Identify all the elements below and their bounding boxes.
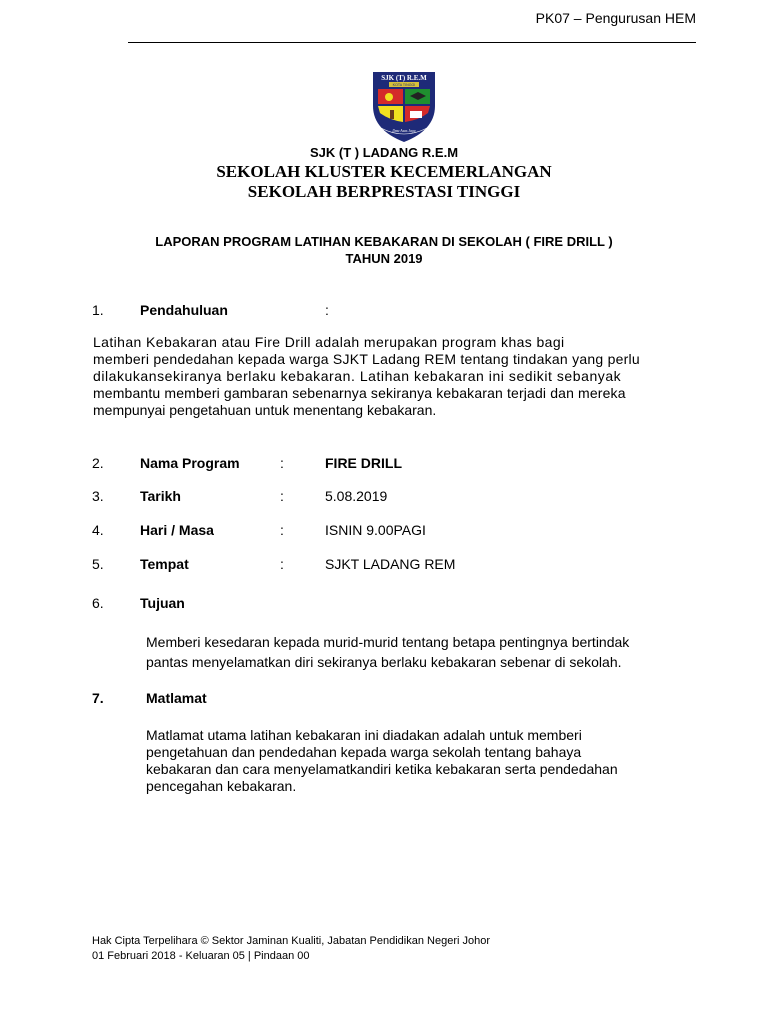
- section-4-number: 4.: [92, 522, 104, 538]
- section-1-colon: :: [325, 302, 329, 318]
- section-7-number: 7.: [92, 690, 104, 706]
- venue-value: SJKT LADANG REM: [325, 556, 456, 572]
- section-3-number: 3.: [92, 488, 104, 504]
- section-2-number: 2.: [92, 455, 104, 471]
- footer-issue-info: 01 Februari 2018 - Keluaran 05 | Pindaan 00: [92, 950, 310, 962]
- section-5-colon: :: [280, 556, 284, 572]
- matlamat-line: pencegahan kebakaran.: [146, 778, 297, 794]
- intro-paragraph: [93, 334, 713, 419]
- crest-sub-text: KOTA TINGGI: [392, 83, 416, 87]
- intro-line: mempunyai pengetahuan untuk menentang kebakaran.: [93, 402, 437, 418]
- date-value: 5.08.2019: [325, 488, 388, 504]
- school-crest-logo: [365, 66, 443, 144]
- matlamat-paragraph: [146, 727, 706, 795]
- document-code: PK07 – Pengurusan HEM: [535, 10, 696, 26]
- crest-motto: Ilmu Asas Jaya: [392, 129, 416, 133]
- intro-line: dilakukansekiranya berlaku kebakaran. Latihan kebakaran ini sedikit sebanyak: [93, 368, 622, 384]
- tujuan-line: pantas menyelamatkan diri sekiranya berlaku kebakaran sebenar di sekolah.: [146, 654, 622, 670]
- report-title: LAPORAN PROGRAM LATIHAN KEBAKARAN DI SEKOLAH ( FIRE DRILL ): [155, 234, 613, 249]
- footer-copyright: Hak Cipta Terpelihara © Sektor Jaminan Kualiti, Jabatan Pendidikan Negeri Johor: [92, 935, 491, 947]
- section-5-number: 5.: [92, 556, 104, 572]
- matlamat-line: pengetahuan dan pendedahan kepada warga sekolah tentang bahaya: [146, 744, 582, 760]
- program-name-value: FIRE DRILL: [325, 455, 402, 471]
- intro-line: memberi pendedahan kepada warga SJKT Ladang REM tentang tindakan yang perlu: [93, 351, 640, 367]
- section-4-label: Hari / Masa: [140, 522, 214, 538]
- section-1-number: 1.: [92, 302, 104, 318]
- header-rule: [128, 42, 696, 43]
- school-name-line2: SEKOLAH KLUSTER KECEMERLANGAN: [216, 162, 552, 181]
- section-2-colon: :: [280, 455, 284, 471]
- section-3-label: Tarikh: [140, 488, 181, 504]
- school-name-line3: SEKOLAH BERPRESTASI TINGGI: [247, 182, 521, 201]
- matlamat-line: Matlamat utama latihan kebakaran ini diadakan adalah untuk memberi: [146, 727, 582, 743]
- school-name-line1: SJK (T ) LADANG R.E.M: [309, 145, 459, 160]
- section-3-colon: :: [280, 488, 284, 504]
- tujuan-paragraph: [146, 632, 706, 672]
- report-year: TAHUN 2019: [345, 251, 423, 266]
- intro-line: Latihan Kebakaran atau Fire Drill adalah merupakan program khas bagi: [93, 334, 565, 350]
- day-time-value: ISNIN 9.00PAGI: [325, 522, 426, 538]
- section-6-label: Tujuan: [140, 595, 185, 611]
- matlamat-line: kebakaran dan cara menyelamatkandiri ketika kebakaran serta pendedahan: [146, 761, 618, 777]
- section-2-label: Nama Program: [140, 455, 240, 471]
- intro-line: membantu memberi gambaran sebenarnya sekiranya kebakaran terjadi dan mereka: [93, 385, 626, 401]
- section-7-label: Matlamat: [146, 690, 207, 706]
- section-6-number: 6.: [92, 595, 104, 611]
- section-5-label: Tempat: [140, 556, 189, 572]
- crest-top-text: SJK (T) R.E.M: [381, 74, 427, 82]
- tujuan-line: Memberi kesedaran kepada murid-murid tentang betapa pentingnya bertindak: [146, 634, 630, 650]
- section-1-label: Pendahuluan: [140, 302, 228, 318]
- section-4-colon: :: [280, 522, 284, 538]
